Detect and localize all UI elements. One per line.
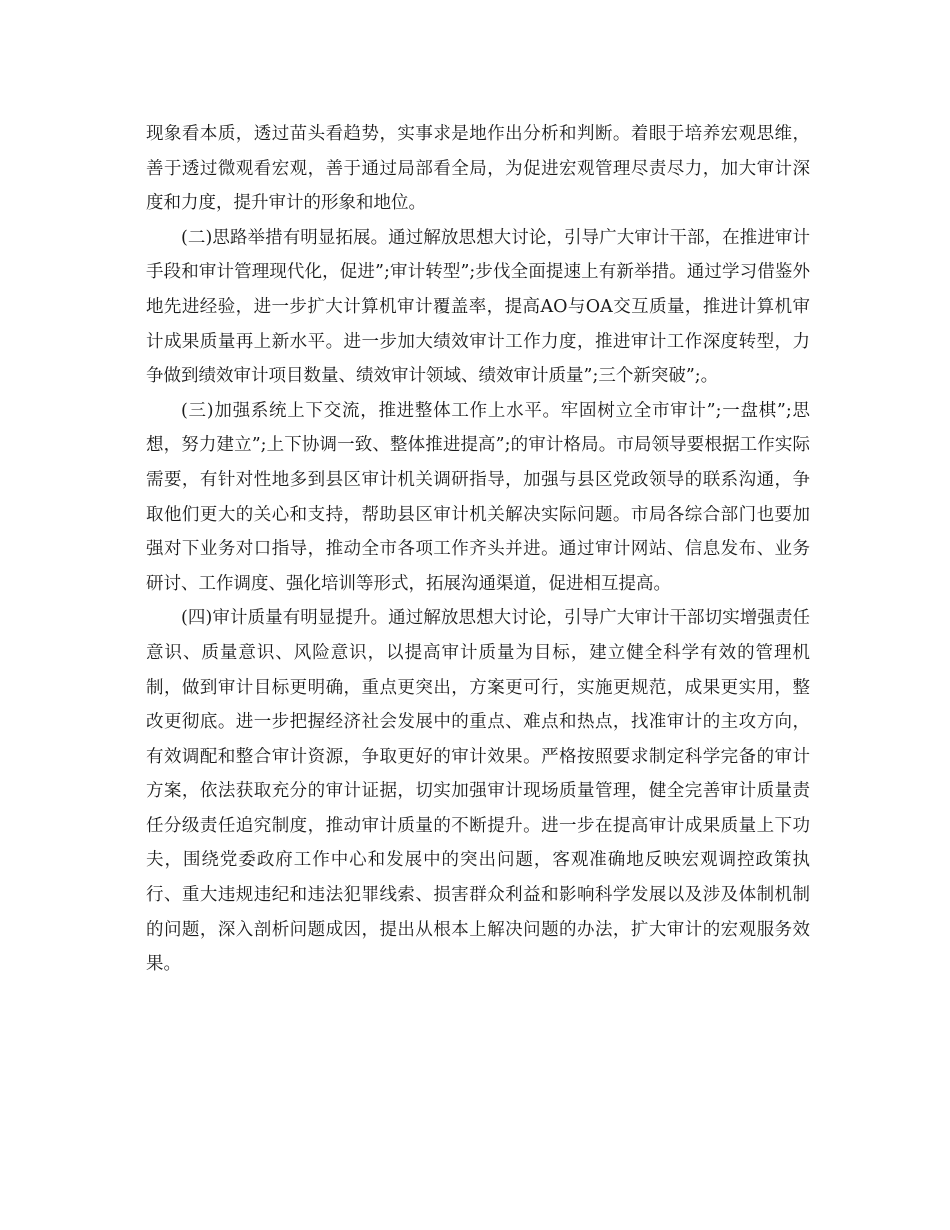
paragraph-2: (二)思路举措有明显拓展。通过解放思想大讨论，引导广大审计干部，在推进审计手段和审计管理现代化，促进”;审计转型”;步伐全面提速上有新举措。通过学习借鉴外地先进经验，进一步扩大计算机审计覆盖率，提高AO与OA交互质量，推进计算机审计成果质量再上新水平。进一步加大绩效审计工作力度，推进审计工作深度转型，力争做到绩效审计项目数量、绩效审计领域、绩效审计质量”;三个新突破”;。: [146, 227, 810, 387]
paragraph-1: 现象看本质，透过苗头看趋势，实事求是地作出分析和判断。着眼于培养宏观思维，善于透过微观看宏观，善于通过局部看全局，为促进宏观管理尽责尽力，加大审计深度和力度，提升审计的形象和地位。: [146, 124, 810, 214]
paragraph-4: (四)审计质量有明显提升。通过解放思想大讨论，引导广大审计干部切实增强责任意识、质量意识、风险意识，以提高审计质量为目标，建立健全科学有效的管理机制，做到审计目标更明确，重点更突出，方案更可行，实施更规范，成果更实用，整改更彻底。进一步把握经济社会发展中的重点、难点和热点，找准审计的主攻方向，有效调配和整合审计资源，争取更好的审计效果。严格按照要求制定科学完备的审计方案，依法获取充分的审计证据，切实加强审计现场质量管理，健全完善审计质量责任分级责任追究制度，推动审计质量的不断提升。进一步在提高审计成果质量上下功夫，围绕党委政府工作中心和发展中的突出问题，客观准确地反映宏观调控政策执行、重大违规违纪和违法犯罪线索、损害群众利益和影响科学发展以及涉及体制机制的问题，深入剖析问题成因，提出从根本上解决问题的办法，扩大审计的宏观服务效果。: [146, 608, 810, 975]
paragraph-3: (三)加强系统上下交流，推进整体工作上水平。牢固树立全市审计”;一盘棋”;思想，努力建立”;上下协调一致、整体推进提高”;的审计格局。市局领导要根据工作实际需要，有针对性地多到县区审计机关调研指导，加强与县区党政领导的联系沟通，争取他们更大的关心和支持，帮助县区审计机关解决实际问题。市局各综合部门也要加强对下业务对口指导，推动全市各项工作齐头并进。通过审计网站、信息发布、业务研讨、工作调度、强化培训等形式，拓展沟通渠道，促进相互提高。: [146, 400, 810, 594]
document-body: [146, 117, 810, 982]
